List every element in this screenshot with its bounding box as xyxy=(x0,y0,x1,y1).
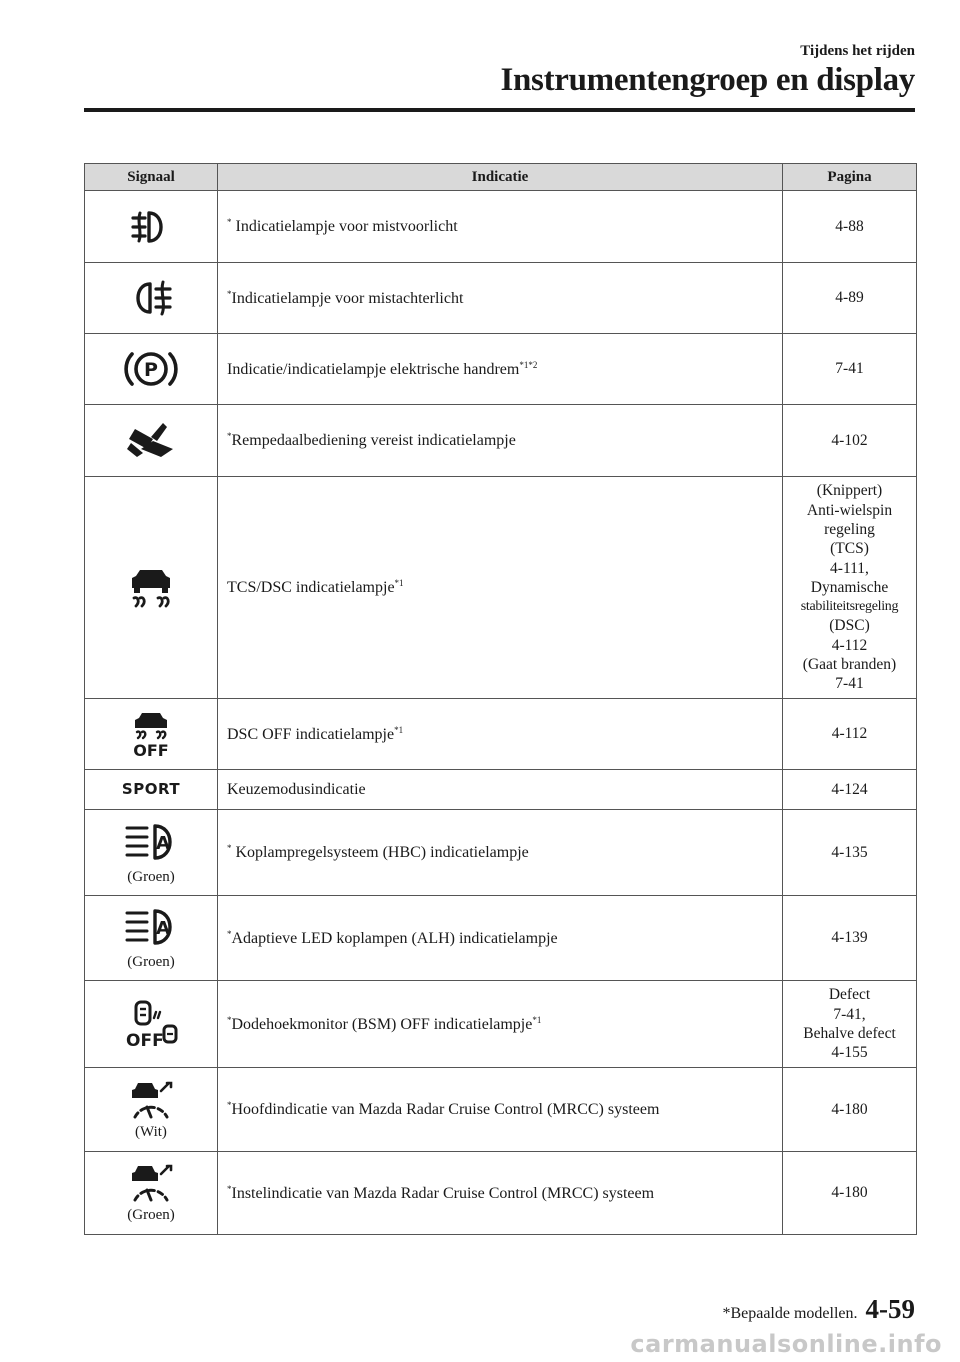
page-ref: 4-102 xyxy=(831,431,868,449)
indication-text: Rempedaalbediening vereist indicatielampje xyxy=(231,432,516,449)
indication-text: TCS/DSC indicatielampje xyxy=(227,579,395,596)
indication-cell: *Hoofdindicatie van Mazda Radar Cruise Control (MRCC) systeem xyxy=(218,1068,783,1152)
indication-cell: DSC OFF indicatielampje$^{*1}$ xyxy=(218,699,783,770)
page-ref: Behalve defect xyxy=(803,1025,896,1042)
table-row xyxy=(85,770,917,810)
page-ref: 4-135 xyxy=(831,843,868,861)
table-row xyxy=(85,810,917,896)
page-cell xyxy=(783,810,917,896)
mrcc-set-icon xyxy=(127,1162,175,1202)
rear-fog-light-icon xyxy=(128,278,174,318)
indication-cell: *Rempedaalbediening vereist indicatielampje xyxy=(218,405,783,477)
table-row xyxy=(85,1068,917,1152)
page-ref: stabiliteitsregeling xyxy=(800,599,899,615)
page-header xyxy=(84,42,915,100)
mrcc-main-icon xyxy=(127,1079,175,1119)
page-ref: 4-180 xyxy=(831,1184,868,1202)
page-ref: 4-155 xyxy=(831,1044,868,1062)
signal-cell xyxy=(85,699,218,770)
indication-cell: *Indicatielampje voor mistachterlicht xyxy=(218,263,783,334)
signal-cell xyxy=(85,1152,218,1235)
svg-text:P: P xyxy=(144,359,158,381)
header-signal: Signaal xyxy=(85,164,218,191)
page-ref: 4-111, xyxy=(830,559,869,577)
svg-text:A: A xyxy=(156,832,170,854)
page-ref: regeling xyxy=(824,520,875,538)
signal-table xyxy=(84,163,917,1235)
table-row xyxy=(85,263,917,334)
indication-cell xyxy=(218,770,783,810)
chapter-title: Instrumentengroep en display xyxy=(500,62,915,98)
page-ref: 7-41 xyxy=(835,360,864,378)
signal-cell xyxy=(85,263,218,334)
page-ref: Defect xyxy=(828,986,871,1004)
signal-cell xyxy=(85,770,218,810)
table-row xyxy=(85,699,917,770)
indication-text: Koplampregelsysteem (HBC) indicatielampje xyxy=(235,844,529,861)
indication-cell: Indicatie/indicatielampje elektrische handrem$^{*1*2}$ xyxy=(218,334,783,405)
page-cell xyxy=(783,699,917,770)
indication-text: Adaptieve LED koplampen (ALH) indicatielampje xyxy=(231,929,558,947)
page-cell xyxy=(783,1152,917,1235)
bsm-off-icon xyxy=(122,998,180,1050)
page-ref: 4-88 xyxy=(835,217,864,235)
signal-cell xyxy=(85,477,218,699)
page-cell xyxy=(783,191,917,263)
color-label: (Groen) xyxy=(127,954,175,970)
hbc-icon xyxy=(119,820,183,864)
page-number: 4-59 xyxy=(865,1294,915,1324)
table-row xyxy=(85,477,917,699)
header-page: Pagina xyxy=(783,164,917,191)
page-ref: (DSC) xyxy=(829,617,870,635)
parking-brake-icon xyxy=(120,346,182,392)
page-cell xyxy=(783,405,917,477)
signal-cell xyxy=(85,810,218,896)
page-cell xyxy=(783,770,917,810)
svg-text:OFF: OFF xyxy=(126,1031,164,1050)
signal-cell xyxy=(85,334,218,405)
sport-icon: SPORT xyxy=(121,780,181,798)
table-row xyxy=(85,405,917,477)
page-ref: (TCS) xyxy=(830,540,869,558)
color-label: (Wit) xyxy=(135,1123,167,1140)
header-rule xyxy=(84,108,915,112)
section-title: Tijdens het rijden xyxy=(800,43,915,59)
indication-cell: *Dodehoekmonitor (BSM) OFF indicatielampje$^{*1}$ xyxy=(218,981,783,1068)
page-cell xyxy=(783,1068,917,1152)
svg-text:OFF: OFF xyxy=(133,741,169,758)
dsc-off-icon xyxy=(123,710,179,758)
indication-cell: *Adaptieve LED koplampen (ALH) indicatielampje xyxy=(218,896,783,981)
page-ref: Anti-wielspin xyxy=(806,501,893,519)
table-row xyxy=(85,191,917,263)
page-footer xyxy=(722,1294,915,1325)
page-ref: 4-112 xyxy=(831,636,868,654)
indication-text: Indicatielampje voor mistachterlicht xyxy=(231,289,464,307)
indication-cell: * Indicatielampje voor mistvoorlicht xyxy=(218,191,783,263)
table-row xyxy=(85,334,917,405)
table-header-row xyxy=(85,164,917,191)
indication-text: Dodehoekmonitor (BSM) OFF indicatielampje xyxy=(231,1015,533,1033)
page-cell xyxy=(783,981,917,1068)
indication-cell: *Instelindicatie van Mazda Radar Cruise Control (MRCC) systeem xyxy=(218,1152,783,1235)
indication-text: Indicatie/indicatielampje elektrische handrem xyxy=(227,360,520,378)
page-ref: (Knippert) xyxy=(816,482,883,500)
page-cell xyxy=(783,477,917,699)
page-ref: 4-139 xyxy=(831,929,868,947)
indication-text: Keuzemodusindicatie xyxy=(227,781,366,798)
page-ref: 7-41 xyxy=(835,675,864,693)
indication-text: DSC OFF indicatielampje xyxy=(227,725,395,743)
footnote: *Bepaalde modellen. xyxy=(722,1305,858,1322)
signal-cell xyxy=(85,191,218,263)
page-ref: (Gaat branden) xyxy=(802,656,897,674)
watermark: carmanualsonline.info xyxy=(630,1330,942,1358)
alh-icon xyxy=(119,905,183,949)
page-cell xyxy=(783,334,917,405)
page-ref: 4-180 xyxy=(831,1100,868,1118)
page-ref: 4-89 xyxy=(835,289,864,307)
brake-pedal-icon xyxy=(123,419,179,463)
indication-text: Instelindicatie van Mazda Radar Cruise Control (MRCC) systeem xyxy=(231,1184,655,1202)
signal-cell xyxy=(85,981,218,1068)
indication-cell: * Koplampregelsysteem (HBC) indicatielampje xyxy=(218,810,783,896)
color-label: (Groen) xyxy=(127,1207,175,1223)
tcs-dsc-icon xyxy=(126,566,176,610)
page-ref: 7-41, xyxy=(833,1005,866,1023)
page-ref: 4-112 xyxy=(831,725,868,743)
indication-text: Indicatielampje voor mistvoorlicht xyxy=(235,218,458,235)
header-indication: Indicatie xyxy=(218,164,783,191)
table-row xyxy=(85,981,917,1068)
indication-text: Hoofdindicatie van Mazda Radar Cruise Control (MRCC) systeem xyxy=(231,1101,660,1118)
signal-cell xyxy=(85,896,218,981)
table-row xyxy=(85,1152,917,1235)
front-fog-light-icon xyxy=(129,207,173,247)
page-ref: Dynamische xyxy=(810,578,889,596)
page-cell xyxy=(783,263,917,334)
signal-cell xyxy=(85,1068,218,1152)
signal-cell xyxy=(85,405,218,477)
svg-text:A: A xyxy=(156,918,170,939)
page-cell xyxy=(783,896,917,981)
indication-cell: TCS/DSC indicatielampje$^{*1}$ xyxy=(218,477,783,699)
page-ref: 4-124 xyxy=(831,780,868,798)
color-label: (Groen) xyxy=(127,868,175,885)
table-row xyxy=(85,896,917,981)
